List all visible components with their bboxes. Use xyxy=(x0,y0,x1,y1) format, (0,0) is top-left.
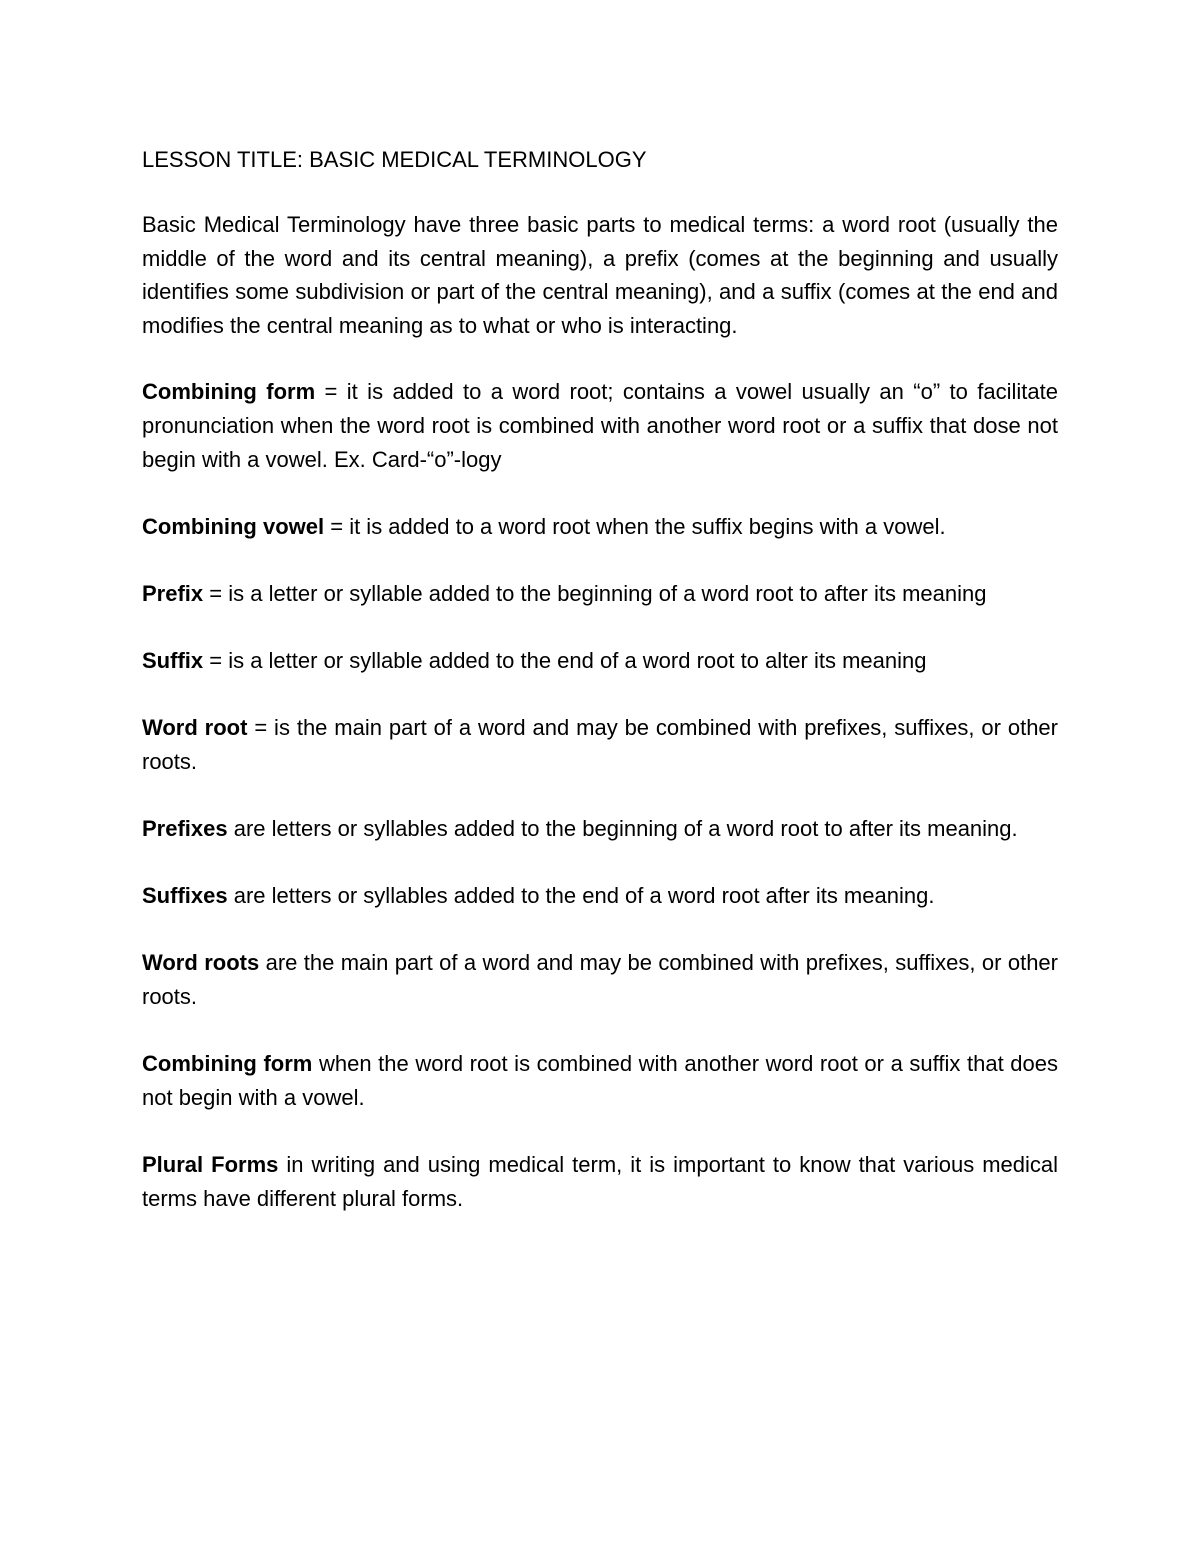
definition-suffixes xyxy=(142,879,1058,913)
definition-term: Prefix xyxy=(142,580,204,606)
definition-text: are letters or syllables added to the end of a word root after its meaning. xyxy=(227,883,935,909)
definition-suffix xyxy=(142,644,1058,678)
definition-combining-form xyxy=(142,375,1058,476)
definition-text: when the word root is combined with another word root or a suffix that does not begin with a vowel. xyxy=(142,1051,1059,1110)
definition-term: Word roots xyxy=(142,950,260,976)
definition-text: = is the main part of a word and may be combined with prefixes, suffixes, or other roots. xyxy=(142,715,1058,774)
definition-term: Word root xyxy=(142,715,248,741)
definition-term: Combining form xyxy=(142,379,316,405)
definition-prefix xyxy=(142,577,1058,611)
lesson-title: LESSON TITLE: BASIC MEDICAL TERMINOLOGY xyxy=(142,147,647,172)
definition-text: = is a letter or syllable added to the end of a word root to alter its meaning xyxy=(203,648,927,674)
definition-term: Combining form xyxy=(142,1051,313,1077)
definition-term: Suffix xyxy=(142,648,204,674)
definition-term: Suffixes xyxy=(142,883,228,909)
definition-text: in writing and using medical term, it is important to know that various medical terms have different plural forms. xyxy=(142,1152,1058,1211)
definition-term: Plural Forms xyxy=(142,1152,279,1178)
definition-prefixes xyxy=(142,812,1058,846)
definition-text: are letters or syllables added to the beginning of a word root to after its meaning. xyxy=(227,816,1018,842)
definition-plural-forms xyxy=(142,1148,1058,1215)
definition-text: = it is added to a word root when the suffix begins with a vowel. xyxy=(324,513,946,539)
definition-text: = is a letter or syllable added to the beginning of a word root to after its meaning xyxy=(203,580,987,606)
definition-combining-vowel xyxy=(142,510,1058,544)
document-page xyxy=(142,143,1058,1249)
definition-word-roots xyxy=(142,946,1058,1013)
definition-term: Combining vowel xyxy=(142,513,325,539)
definition-combining-form-2 xyxy=(142,1047,1058,1114)
definition-text: are the main part of a word and may be combined with prefixes, suffixes, or other roots. xyxy=(142,950,1058,1010)
definition-term: Prefixes xyxy=(142,816,228,842)
definition-word-root xyxy=(142,711,1058,778)
intro-paragraph: Basic Medical Terminology have three basic parts to medical terms: a word root (usually the middle of the word and its central meaning), a prefix (comes at the beginning and usually identifies some subdivision or part of the central meaning), and a suffix (comes at the end and modifies the central meaning as to what or who is interacting. xyxy=(142,212,1058,338)
definition-text: = it is added to a word root; contains a vowel usually an “o” to facilitate pronunciation when the word root is combined with another word root or a suffix that dose not begin with a vowel. Ex. Card-“o”-logy xyxy=(142,379,1058,472)
